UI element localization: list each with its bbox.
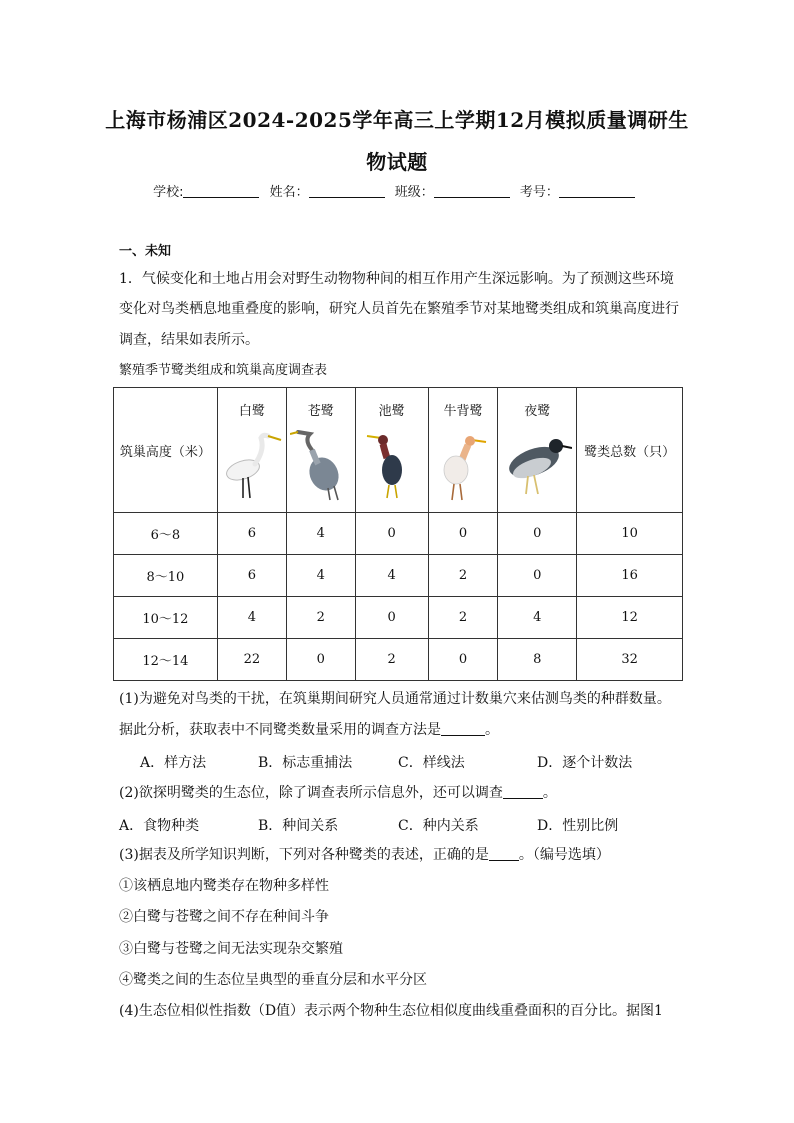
table-row bbox=[114, 555, 683, 597]
count-cell: 22 bbox=[217, 639, 286, 681]
sub1-period: 。 bbox=[485, 722, 499, 738]
count-cell: 0 bbox=[286, 639, 355, 681]
sub3-line bbox=[119, 846, 610, 864]
school-blank[interactable] bbox=[183, 183, 259, 198]
total-header: 鹭类总数（只） bbox=[584, 444, 676, 460]
count-cell: 0 bbox=[355, 597, 428, 639]
exam-title-line2: 物试题 bbox=[366, 150, 428, 174]
count-cell: 2 bbox=[428, 555, 498, 597]
q1-stem-line1: 1．气候变化和土地占用会对野生动物物种间的相互作用产生深远影响。为了预测这些环境 bbox=[119, 271, 674, 287]
height-cell: 6～8 bbox=[114, 513, 218, 555]
sub2-prompt: (2)欲探明鹭类的生态位，除了调查表所示信息外，还可以调查 bbox=[119, 785, 503, 801]
sub3-item-4: ④鹭类之间的生态位呈典型的垂直分层和水平分区 bbox=[119, 972, 427, 988]
count-cell: 2 bbox=[355, 639, 428, 681]
total-cell: 10 bbox=[577, 513, 683, 555]
count-cell: 0 bbox=[355, 513, 428, 555]
col-header-grey-heron bbox=[286, 388, 355, 513]
col-header-cattle-egret bbox=[428, 388, 498, 513]
sub1-prompt: 据此分析，获取表中不同鹭类数量采用的调查方法是 bbox=[119, 722, 441, 738]
sub3-answer-blank[interactable] bbox=[489, 846, 519, 861]
q1-stem-line2: 变化对鸟类栖息地重叠度的影响，研究人员首先在繁殖季节对某地鹭类组成和筑巢高度进行 bbox=[119, 301, 679, 317]
cattle-egret-image bbox=[432, 430, 494, 502]
q1-stem-line3: 调查，结果如表所示。 bbox=[119, 332, 259, 348]
exam-title-line1: 上海市杨浦区2024-2025学年高三上学期12月模拟质量调研生 bbox=[105, 108, 689, 132]
table-row bbox=[114, 639, 683, 681]
count-cell: 0 bbox=[428, 513, 498, 555]
count-cell: 2 bbox=[428, 597, 498, 639]
sub2-option-a[interactable]: A．食物种类 bbox=[119, 818, 200, 834]
table-caption: 繁殖季节鹭类组成和筑巢高度调查表 bbox=[119, 363, 328, 378]
sub1-option-d[interactable]: D．逐个计数法 bbox=[537, 755, 633, 771]
bird-name: 白鹭 bbox=[238, 404, 265, 419]
pond-heron-image bbox=[361, 430, 423, 502]
sub4-line1: (4)生态位相似性指数（D值）表示两个物种生态位相似度曲线重叠面积的百分比。据图1 bbox=[119, 1003, 663, 1019]
count-cell: 6 bbox=[217, 513, 286, 555]
sub3-prompt: (3)据表及所学知识判断，下列对各种鹭类的表述，正确的是 bbox=[119, 847, 489, 863]
count-cell: 4 bbox=[217, 597, 286, 639]
height-cell: 8～10 bbox=[114, 555, 218, 597]
col-header-night-heron bbox=[498, 388, 577, 513]
sub1-line2 bbox=[119, 721, 499, 739]
sub2-option-b[interactable]: B．种间关系 bbox=[258, 818, 339, 834]
sub1-line1: (1)为避免对鸟类的干扰，在筑巢期间研究人员通常通过计数巢穴来估测鸟类的种群数量。 bbox=[119, 691, 671, 707]
section-heading: 一、未知 bbox=[119, 244, 172, 259]
name-blank[interactable] bbox=[309, 183, 385, 198]
grey-heron-image bbox=[290, 430, 352, 502]
count-cell: 0 bbox=[498, 513, 577, 555]
sub2-answer-blank[interactable] bbox=[503, 784, 543, 799]
class-label: 班级： bbox=[394, 185, 434, 200]
bird-name: 夜鹭 bbox=[524, 404, 551, 419]
col-header-egret bbox=[217, 388, 286, 513]
sub1-option-c[interactable]: C．样线法 bbox=[398, 755, 465, 771]
name-label: 姓名： bbox=[269, 185, 309, 200]
bird-name: 苍鹭 bbox=[307, 404, 334, 419]
sub2-period: 。 bbox=[542, 785, 557, 801]
bird-name: 池鹭 bbox=[378, 404, 405, 419]
count-cell: 0 bbox=[428, 639, 498, 681]
count-cell: 4 bbox=[355, 555, 428, 597]
sub3-instruction: 。（编号选填） bbox=[518, 847, 610, 863]
height-cell: 10～12 bbox=[114, 597, 218, 639]
total-cell: 16 bbox=[577, 555, 683, 597]
sub2-option-d[interactable]: D．性别比例 bbox=[537, 818, 619, 834]
col-header-pond-heron bbox=[355, 388, 428, 513]
count-cell: 4 bbox=[286, 513, 355, 555]
sub2-option-c[interactable]: C．种内关系 bbox=[398, 818, 479, 834]
sub1-option-a[interactable]: A．样方法 bbox=[140, 755, 207, 771]
egret-image bbox=[221, 430, 283, 502]
sub2-line bbox=[119, 784, 557, 802]
row-header-cell bbox=[114, 388, 218, 513]
table-row bbox=[114, 513, 683, 555]
school-label: 学校: bbox=[153, 185, 184, 200]
table-row bbox=[114, 597, 683, 639]
sub3-item-3: ③白鹭与苍鹭之间无法实现杂交繁殖 bbox=[119, 941, 343, 957]
row-header: 筑巢高度（米） bbox=[119, 444, 211, 460]
class-blank[interactable] bbox=[434, 183, 510, 198]
sub1-option-b[interactable]: B．标志重捕法 bbox=[258, 755, 353, 771]
height-cell: 12～14 bbox=[114, 639, 218, 681]
count-cell: 6 bbox=[217, 555, 286, 597]
night-heron-image bbox=[502, 430, 572, 502]
sub1-answer-blank[interactable] bbox=[441, 721, 485, 736]
student-info-line bbox=[0, 181, 794, 200]
count-cell: 4 bbox=[498, 597, 577, 639]
count-cell: 0 bbox=[498, 555, 577, 597]
count-cell: 2 bbox=[286, 597, 355, 639]
count-cell: 4 bbox=[286, 555, 355, 597]
exam-no-blank[interactable] bbox=[559, 183, 635, 198]
total-cell: 32 bbox=[577, 639, 683, 681]
heron-survey-table bbox=[113, 387, 683, 681]
total-cell: 12 bbox=[577, 597, 683, 639]
count-cell: 8 bbox=[498, 639, 577, 681]
sub3-item-1: ①该栖息地内鹭类存在物种多样性 bbox=[119, 878, 329, 894]
total-header-cell bbox=[577, 388, 683, 513]
exam-no-label: 考号： bbox=[519, 185, 559, 200]
sub3-item-2: ②白鹭与苍鹭之间不存在种间斗争 bbox=[119, 909, 329, 925]
bird-name: 牛背鹭 bbox=[443, 404, 483, 419]
